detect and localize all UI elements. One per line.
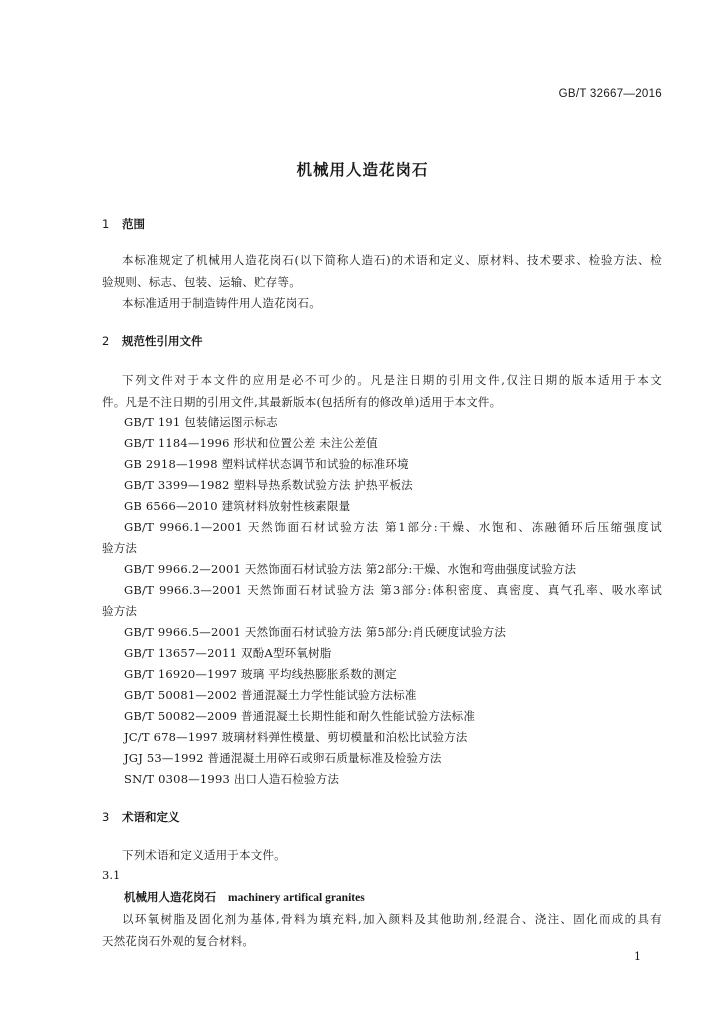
reference-item: GB/T 9966.1—2001 天然饰面石材试验方法 第1部分:干燥、水饱和、冻融循环后压缩强度试 (124, 520, 662, 534)
section-1-heading (102, 216, 145, 232)
section-number: 3 (102, 810, 110, 824)
reference-item: GB 2918—1998 塑料试样状态调节和试验的标准环境 (124, 457, 409, 471)
scope-paragraph-2: 本标准适用于制造铸件用人造花岗石。 (122, 296, 321, 310)
reference-item: GB/T 191 包装储运图示标志 (124, 415, 278, 429)
section-3-heading (102, 809, 180, 825)
term-english: machinery artifical granites (228, 892, 365, 904)
section-2-heading (102, 333, 203, 349)
section-title: 术语和定义 (122, 810, 180, 824)
reference-item-continuation: 验方法 (102, 541, 138, 555)
term-number: 3.1 (102, 868, 121, 882)
section-number: 2 (102, 334, 110, 348)
reference-item: GB/T 13657—2011 双酚A型环氧树脂 (124, 646, 332, 660)
reference-item: GB/T 9966.5—2001 天然饰面石材试验方法 第5部分:肖氏硬度试验方法 (124, 625, 507, 639)
reference-item: GB 6566—2010 建筑材料放射性核素限量 (124, 499, 351, 513)
normative-intro-line-2: 件。凡是不注日期的引用文件,其最新版本(包括所有的修改单)适用于本文件。 (102, 395, 502, 409)
reference-item: GB/T 50082—2009 普通混凝土长期性能和耐久性能试验方法标准 (124, 709, 476, 723)
section-title: 规范性引用文件 (122, 334, 203, 348)
reference-item: JC/T 678—1997 玻璃材料弹性模量、剪切模量和泊松比试验方法 (124, 730, 468, 744)
section-title: 范围 (122, 217, 145, 231)
term-definition-line-1: 以环氧树脂及固化剂为基体,骨料为填充料,加入颜料及其他助剂,经混合、浇注、固化而成的具有 (122, 912, 662, 926)
reference-item: GB/T 9966.3—2001 天然饰面石材试验方法 第3部分:体积密度、真密度、真气孔率、吸水率试 (124, 583, 662, 597)
reference-item: GB/T 9966.2—2001 天然饰面石材试验方法 第2部分:干燥、水饱和弯曲强度试验方法 (124, 562, 577, 576)
terms-intro: 下列术语和定义适用于本文件。 (122, 848, 286, 862)
standard-code: GB/T 32667—2016 (558, 88, 662, 100)
reference-item-continuation: 验方法 (102, 604, 138, 618)
term-chinese: 机械用人造花岗石 (124, 890, 216, 904)
reference-item: GB/T 3399—1982 塑料导热系数试验方法 护热平板法 (124, 478, 413, 492)
term-definition-line-2: 天然花岗石外观的复合材料。 (102, 934, 255, 948)
scope-paragraph-line-1: 本标准规定了机械用人造花岗石(以下简称人造石)的术语和定义、原材料、技术要求、检验方法、检 (122, 253, 662, 267)
page-number: 1 (634, 950, 641, 963)
reference-item: GB/T 1184—1996 形状和位置公差 未注公差值 (124, 436, 378, 450)
section-number: 1 (102, 217, 110, 231)
term-heading (124, 889, 365, 905)
reference-item: GB/T 16920—1997 玻璃 平均线热膨胀系数的测定 (124, 667, 397, 681)
scope-paragraph-line-2: 验规则、标志、包装、运输、贮存等。 (102, 275, 301, 289)
reference-item: SN/T 0308—1993 出口人造石检验方法 (124, 772, 340, 786)
normative-intro-line-1: 下列文件对于本文件的应用是必不可少的。凡是注日期的引用文件,仅注日期的版本适用于本文 (122, 373, 662, 387)
reference-item: JGJ 53—1992 普通混凝土用碎石或卵石质量标准及检验方法 (124, 751, 442, 765)
reference-item: GB/T 50081—2002 普通混凝土力学性能试验方法标准 (124, 688, 417, 702)
document-title: 机械用人造花岗石 (296, 161, 429, 179)
